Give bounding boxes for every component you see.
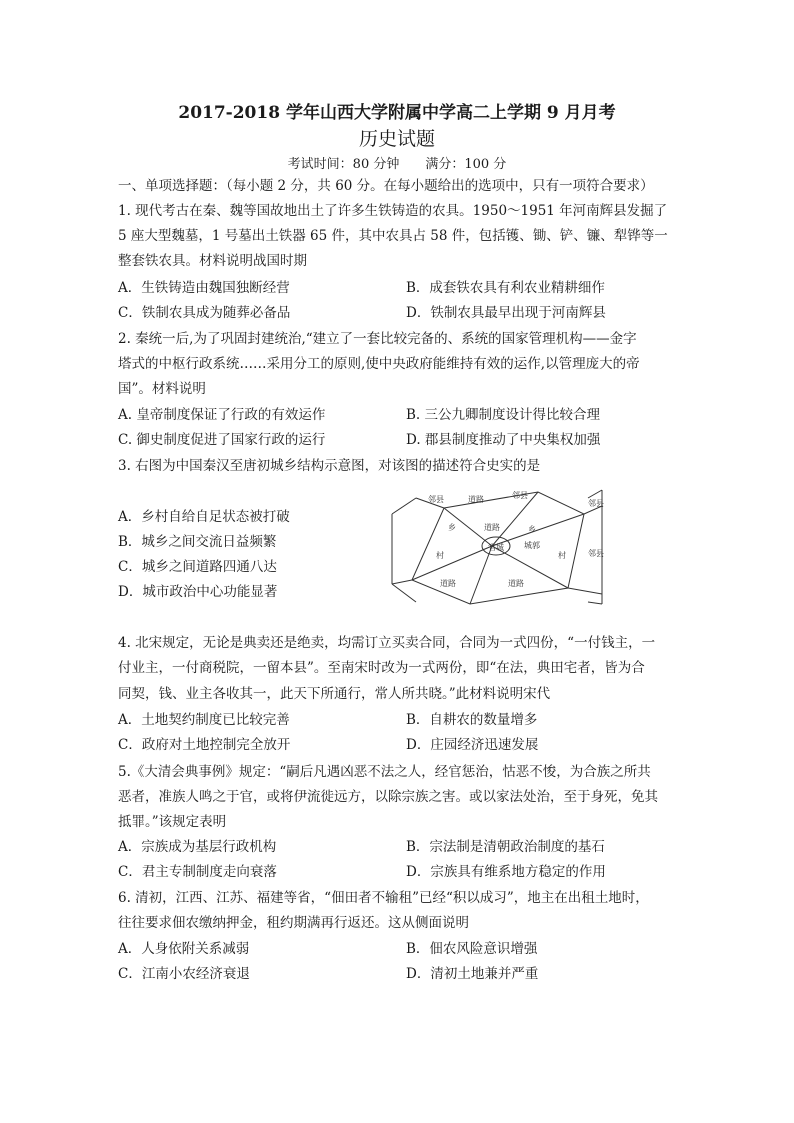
q4-option-a: A．土地契约制度已比较完善	[118, 712, 290, 728]
q3-stem-line-1: 3. 右图为中国秦汉至唐初城乡结构示意图，对该图的描述符合史实的是	[118, 458, 541, 474]
diagram-label-1: 邻县	[428, 495, 444, 504]
diagram-label-8: 官城	[488, 543, 504, 552]
q1-stem-line-1: 1. 现代考古在秦、魏等国故地出土了许多生铁铸造的农具。1950～1951 年河南辉县发掘了	[118, 203, 668, 219]
q2-stem-line-2: 塔式的中枢行政系统……采用分工的原则,使中央政府能维持有效的运作,以管理庞大的帝	[118, 356, 640, 372]
diagram-label-14: 道路	[508, 579, 524, 588]
q3-option-d: D．城市政治中心功能显著	[118, 584, 278, 600]
q6-option-c: C．江南小农经济衰退	[118, 966, 250, 982]
q6-option-b: B．佃农风险意识增强	[406, 941, 538, 957]
ext-4	[568, 588, 602, 594]
full-score: 满分：100 分	[425, 157, 507, 172]
q4-stem-line-1: 4. 北宋规定，无论是典卖还是绝卖，均需订立买卖合同，合同为一式四份，“一付钱主，一	[118, 635, 656, 651]
exam-subtitle: 历史试题	[358, 128, 435, 150]
q2-stem-line-3: 国”。材料说明	[118, 381, 206, 397]
diagram-label-10: 村	[436, 551, 444, 560]
q6-option-a: A．人身依附关系减弱	[118, 941, 250, 957]
diagram-label-2: 邻县	[512, 491, 528, 500]
q3-option-a: A．乡村自给自足状态被打破	[118, 509, 290, 525]
diagram-label-5: 乡	[448, 523, 456, 532]
q2-option-d: D. 郡县制度推动了中央集权加强	[406, 432, 601, 448]
q6-option-d: D．清初土地兼并严重	[406, 966, 539, 982]
frame-bottom-left	[392, 584, 416, 602]
q1-option-d: D．铁制农具最早出现于河南辉县	[406, 305, 606, 321]
ext-2	[392, 580, 412, 584]
q2-option-a: A. 皇帝制度保证了行政的有效运作	[118, 407, 326, 423]
diagram-label-12: 邻县	[588, 549, 604, 558]
diagram-label-11: 村	[558, 551, 566, 560]
q5-stem-line-2: 恶者，准族人鸣之于官，或将伊流徙远方，以除宗族之害。或以家法处治，至于身死，免其	[118, 789, 658, 805]
frame-top-left	[392, 498, 416, 514]
diagram-label-7: 乡	[528, 525, 536, 534]
q4-option-d: D．庄园经济迅速发展	[406, 737, 539, 753]
q1-option-c: C．铁制农具成为随葬必备品	[118, 305, 291, 321]
diagram-label-13: 道路	[440, 579, 456, 588]
q5-option-a: A．宗族成为基层行政机构	[118, 839, 277, 855]
q4-stem-line-2: 付业主，一付商税院，一留本县”。至南宋时改为一式两份，即“在法，典田宅者，皆为合	[118, 660, 645, 676]
frame-top-right	[588, 490, 602, 498]
q5-option-c: C．君主专制制度走向衰落	[118, 864, 277, 880]
q5-stem-line-1: 5.《大清会典事例》规定：“嗣后凡遇凶恶不法之人，经官惩治，怙恶不悛，为合族之所共	[118, 764, 651, 780]
road-4	[492, 546, 568, 588]
road-6	[412, 546, 492, 580]
q3-option-b: B．城乡之间交流日益频繁	[118, 534, 277, 550]
diagram-label-9: 城郭	[524, 541, 540, 550]
q6-stem-line-1: 6. 清初，江西、江苏、福建等省，“佃田者不输租”已经“积以成习”，地主在出租土地时，	[118, 890, 649, 906]
q2-option-b: B. 三公九卿制度设计得比较合理	[406, 407, 601, 423]
diagram-label-4: 道路	[468, 495, 484, 504]
city-village-structure-diagram	[388, 484, 614, 608]
q2-stem-line-1: 2. 秦统一后,为了巩固封建统治,“建立了一套比较完备的、系统的国家管理机构——金字	[118, 331, 637, 347]
road-5	[470, 546, 492, 604]
q4-stem-line-3: 同契，钱、业主各收其一，此天下所通行，常人所共晓。”此材料说明宋代	[118, 686, 551, 702]
q6-stem-line-2: 往往要求佃农缴纳押金，租约期满再行返还。这从侧面说明	[118, 915, 469, 931]
q1-stem-line-3: 整套铁农具。材料说明战国时期	[118, 253, 307, 269]
q4-option-b: B．自耕农的数量增多	[406, 712, 538, 728]
diagram-svg	[388, 484, 614, 608]
q1-option-b: B．成套铁农具有利农业精耕细作	[406, 280, 605, 296]
q1-option-a: A．生铁铸造由魏国独断经营	[118, 280, 290, 296]
q5-option-d: D．宗族具有维系地方稳定的作用	[406, 864, 606, 880]
q5-option-b: B．宗法制是清朝政治制度的基石	[406, 839, 605, 855]
diagram-label-6: 道路	[484, 523, 500, 532]
exam-title: 2017-2018 学年山西大学附属中学高二上学期 9 月月考	[178, 103, 616, 123]
q2-option-c: C. 御史制度促进了国家行政的运行	[118, 432, 326, 448]
q5-stem-line-3: 抵罪。”该规定表明	[118, 814, 227, 830]
q4-option-c: C．政府对土地控制完全放开	[118, 737, 291, 753]
section-heading: 一、单项选择题：（每小题 2 分，共 60 分。在每小题给出的选项中，只有一项符合要求）	[118, 178, 654, 194]
diagram-label-3: 邻县	[588, 499, 604, 508]
exam-time: 考试时间：80 分钟	[287, 157, 400, 172]
q3-option-c: C．城乡之间道路四通八达	[118, 559, 277, 575]
frame-bottom-right	[588, 602, 602, 604]
q1-stem-line-2: 5 座大型魏墓，1 号墓出土铁器 65 件，其中农具占 58 件，包括镬、锄、铲、镰、犁铧等一	[118, 228, 668, 244]
exam-info	[0, 153, 794, 172]
